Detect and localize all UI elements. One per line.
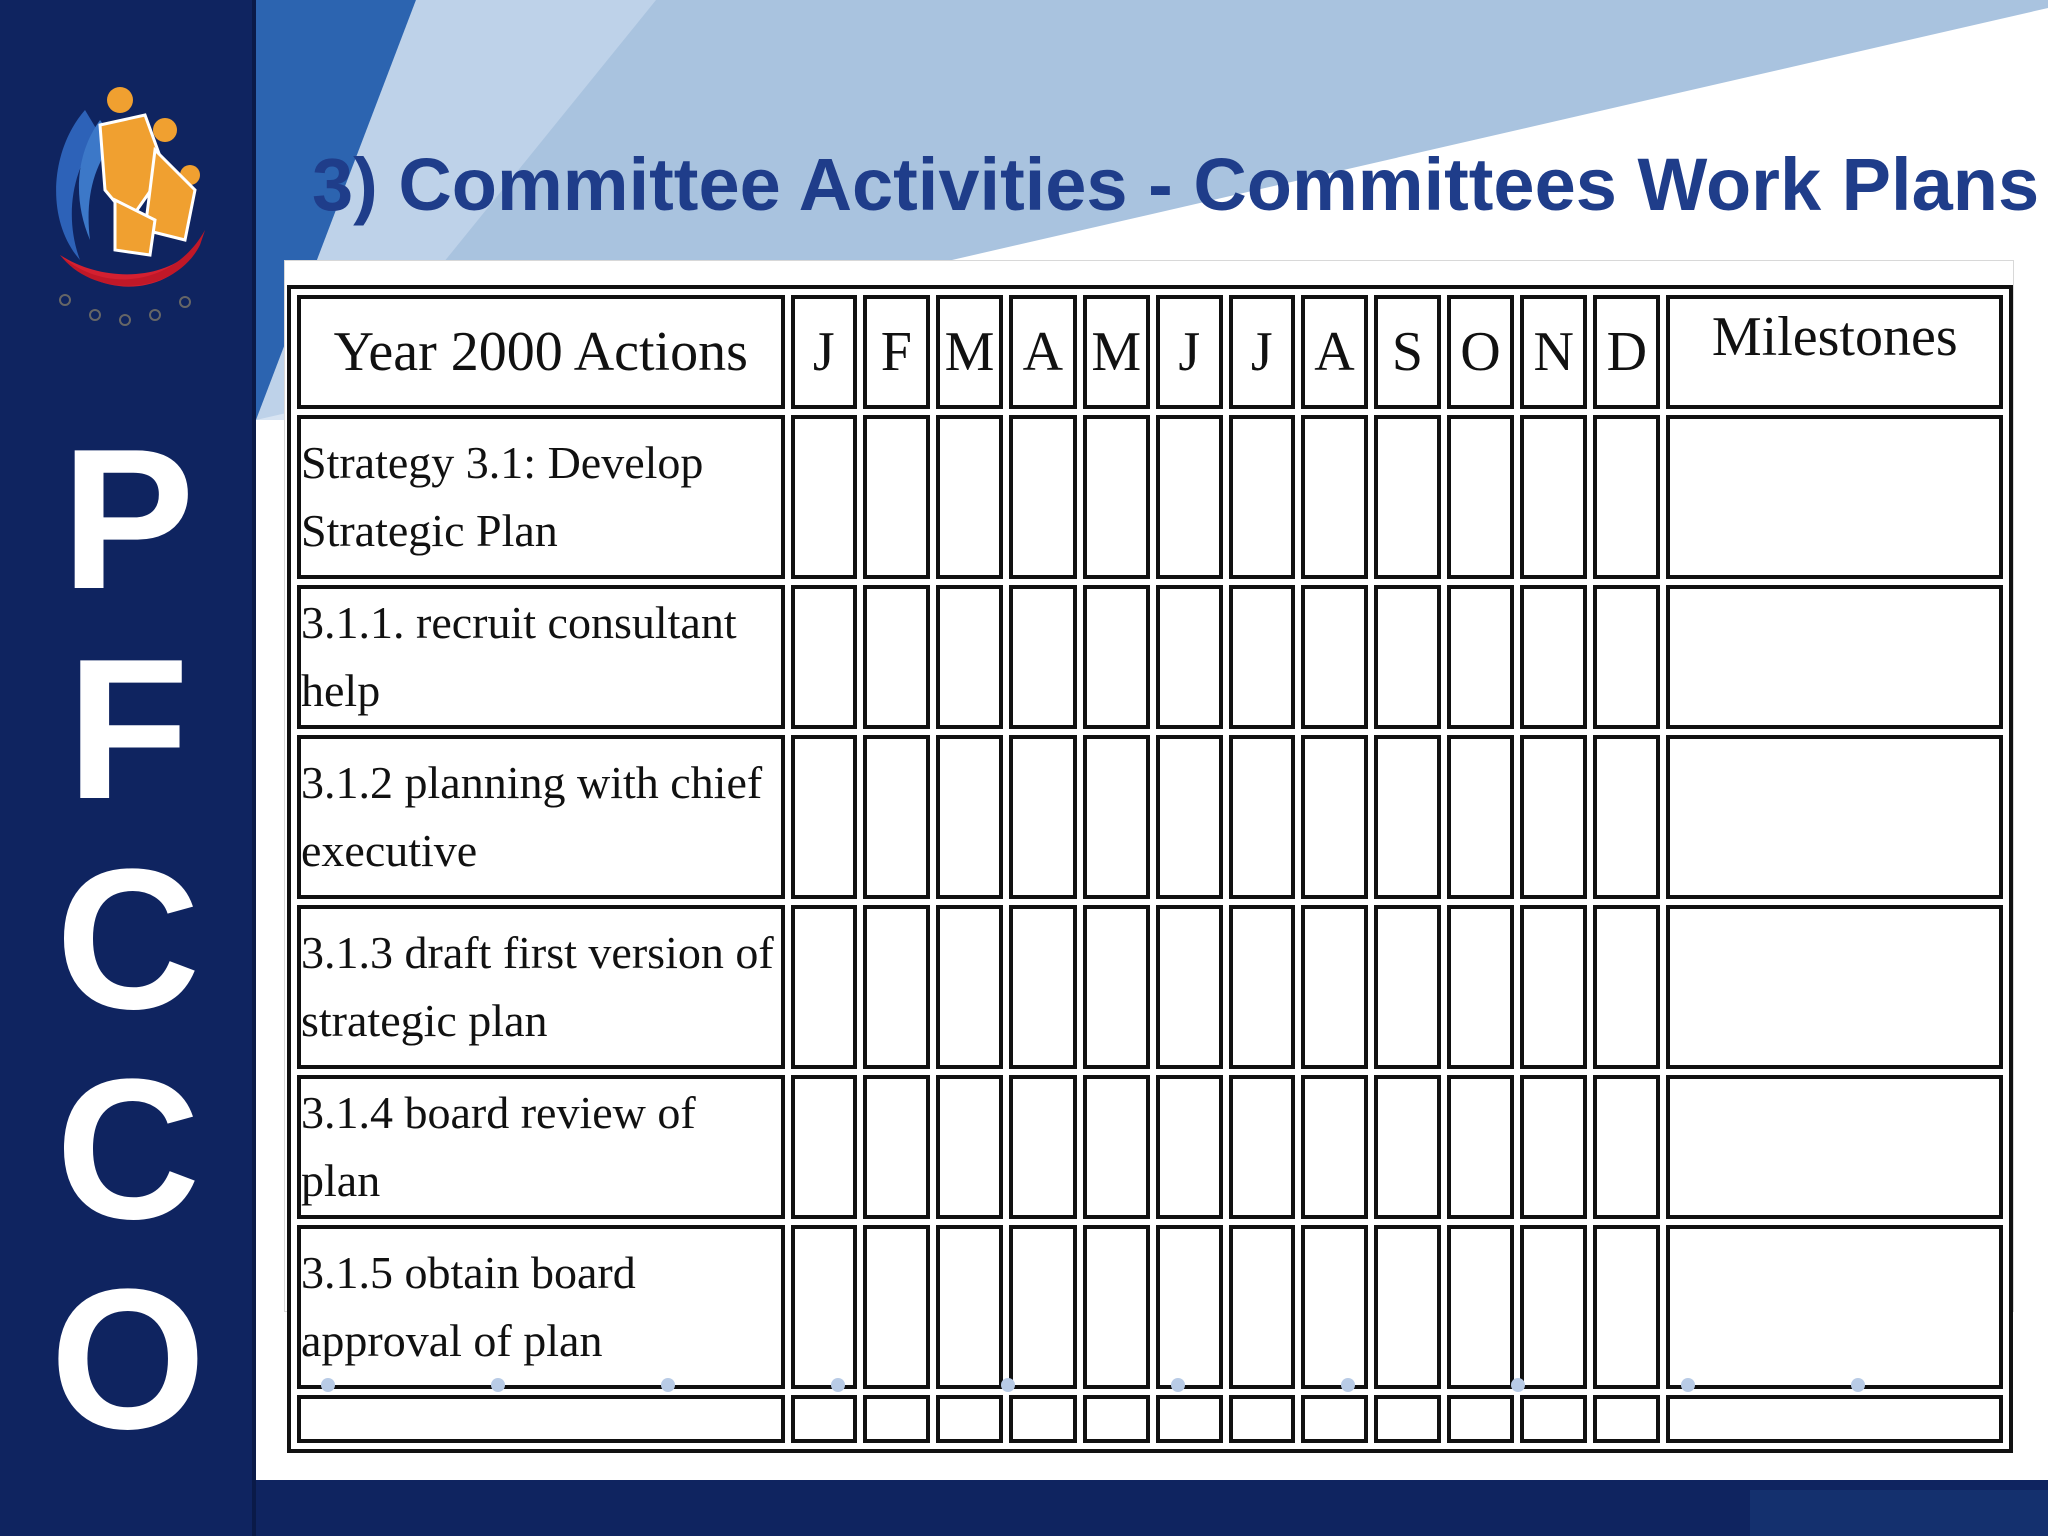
sidebar-letter: C — [55, 1038, 201, 1261]
partial-cell — [1374, 1395, 1441, 1443]
month-cell — [1009, 585, 1076, 729]
partial-cell — [1156, 1395, 1222, 1443]
month-cell — [1593, 1225, 1660, 1389]
month-cell — [863, 1225, 930, 1389]
month-cell — [1301, 585, 1368, 729]
month-cell — [1229, 585, 1295, 729]
action-cell: 3.1.4 board review of plan — [297, 1075, 785, 1219]
month-cell — [1009, 735, 1076, 899]
month-cell — [1447, 1075, 1514, 1219]
month-cell — [1009, 905, 1076, 1069]
sidebar-acronym — [0, 408, 256, 1471]
month-cell — [1447, 905, 1514, 1069]
month-cell — [1374, 585, 1441, 729]
month-cell — [1083, 415, 1151, 579]
month-cell — [1593, 1075, 1660, 1219]
month-cell — [1156, 1075, 1222, 1219]
sidebar-letter: C — [55, 828, 201, 1051]
month-cell — [1083, 585, 1151, 729]
month-cell — [863, 735, 930, 899]
month-cell — [1301, 1075, 1368, 1219]
month-cell — [1447, 585, 1514, 729]
pfcco-logo — [45, 80, 215, 330]
month-cell — [936, 1075, 1004, 1219]
table-row-partial — [297, 1395, 2003, 1443]
month-cell — [1009, 1225, 1076, 1389]
month-cell — [936, 1225, 1004, 1389]
milestone-cell — [1666, 735, 2003, 899]
month-cell — [791, 1225, 857, 1389]
month-cell — [1156, 415, 1222, 579]
month-cell — [1229, 905, 1295, 1069]
month-cell — [791, 415, 857, 579]
month-cell — [1520, 1225, 1587, 1389]
month-cell — [1229, 415, 1295, 579]
month-cell — [863, 585, 930, 729]
header-month: M — [936, 295, 1004, 409]
table-row — [297, 735, 2003, 899]
table-row — [297, 415, 2003, 579]
header-month: D — [1593, 295, 1660, 409]
month-cell — [1009, 1075, 1076, 1219]
header-month: J — [1229, 295, 1295, 409]
partial-cell — [1520, 1395, 1587, 1443]
month-cell — [1083, 1225, 1151, 1389]
partial-cell — [1301, 1395, 1368, 1443]
month-cell — [1083, 905, 1151, 1069]
milestone-cell — [1666, 1225, 2003, 1389]
footer-bar-accent — [1750, 1490, 2048, 1536]
header-month: J — [791, 295, 857, 409]
month-cell — [936, 905, 1004, 1069]
month-cell — [1593, 415, 1660, 579]
table-body — [297, 415, 2003, 1443]
header-month: F — [863, 295, 930, 409]
partial-cell — [1447, 1395, 1514, 1443]
month-cell — [1301, 905, 1368, 1069]
table-row — [297, 1075, 2003, 1219]
month-cell — [936, 585, 1004, 729]
month-cell — [1520, 905, 1587, 1069]
work-plan-table-image — [284, 260, 2014, 1366]
partial-cell — [1593, 1395, 1660, 1443]
milestone-cell — [1666, 905, 2003, 1069]
month-cell — [1229, 1075, 1295, 1219]
month-cell — [1593, 735, 1660, 899]
month-cell — [1301, 735, 1368, 899]
month-cell — [1083, 1075, 1151, 1219]
month-cell — [1083, 735, 1151, 899]
partial-cell — [863, 1395, 930, 1443]
month-cell — [1229, 735, 1295, 899]
month-cell — [1520, 415, 1587, 579]
slide-title: 3) Committee Activities - Committees Work Plans — [312, 143, 2040, 226]
partial-cell — [1009, 1395, 1076, 1443]
action-cell: 3.1.5 obtain board approval of plan — [297, 1225, 785, 1389]
month-cell — [1447, 1225, 1514, 1389]
header-month: M — [1083, 295, 1151, 409]
work-plan-table — [287, 285, 2013, 1453]
action-cell: 3.1.1. recruit consultant help — [297, 585, 785, 729]
action-cell: 3.1.3 draft first version of strategic plan — [297, 905, 785, 1069]
month-cell — [1009, 415, 1076, 579]
milestone-cell — [1666, 1075, 2003, 1219]
month-cell — [863, 415, 930, 579]
month-cell — [863, 1075, 930, 1219]
header-actions: Year 2000 Actions — [297, 295, 785, 409]
header-milestones: Milestones — [1666, 295, 2003, 409]
action-cell: Strategy 3.1: Develop Strategic Plan — [297, 415, 785, 579]
header-month: J — [1156, 295, 1222, 409]
dotted-divider — [310, 1370, 1890, 1400]
month-cell — [1374, 1075, 1441, 1219]
month-cell — [1520, 1075, 1587, 1219]
month-cell — [1593, 585, 1660, 729]
month-cell — [1447, 415, 1514, 579]
month-cell — [1156, 585, 1222, 729]
month-cell — [791, 905, 857, 1069]
month-cell — [1447, 735, 1514, 899]
month-cell — [1520, 735, 1587, 899]
month-cell — [863, 905, 930, 1069]
month-cell — [1374, 905, 1441, 1069]
month-cell — [1229, 1225, 1295, 1389]
header-month: A — [1301, 295, 1368, 409]
month-cell — [1156, 1225, 1222, 1389]
table-row — [297, 585, 2003, 729]
month-cell — [1593, 905, 1660, 1069]
month-cell — [1301, 415, 1368, 579]
header-month: S — [1374, 295, 1441, 409]
sidebar-letter: F — [66, 618, 190, 841]
month-cell — [1156, 735, 1222, 899]
milestone-cell — [1666, 585, 2003, 729]
partial-cell — [1666, 1395, 2003, 1443]
month-cell — [1301, 1225, 1368, 1389]
month-cell — [791, 585, 857, 729]
sidebar — [0, 0, 256, 1536]
month-cell — [1374, 735, 1441, 899]
action-cell: 3.1.2 planning with chief executive — [297, 735, 785, 899]
month-cell — [1156, 905, 1222, 1069]
partial-cell — [791, 1395, 857, 1443]
table-row — [297, 1225, 2003, 1389]
header-month: N — [1520, 295, 1587, 409]
sidebar-letter: P — [61, 408, 195, 631]
month-cell — [791, 1075, 857, 1219]
table-header-row — [297, 295, 2003, 409]
partial-cell — [1229, 1395, 1295, 1443]
partial-cell — [1083, 1395, 1151, 1443]
partial-cell — [297, 1395, 785, 1443]
sidebar-letter: O — [50, 1248, 206, 1471]
month-cell — [1374, 1225, 1441, 1389]
month-cell — [791, 735, 857, 899]
header-month: O — [1447, 295, 1514, 409]
header-month: A — [1009, 295, 1076, 409]
milestone-cell — [1666, 415, 2003, 579]
month-cell — [936, 735, 1004, 899]
month-cell — [936, 415, 1004, 579]
table-row — [297, 905, 2003, 1069]
partial-cell — [936, 1395, 1004, 1443]
month-cell — [1520, 585, 1587, 729]
month-cell — [1374, 415, 1441, 579]
